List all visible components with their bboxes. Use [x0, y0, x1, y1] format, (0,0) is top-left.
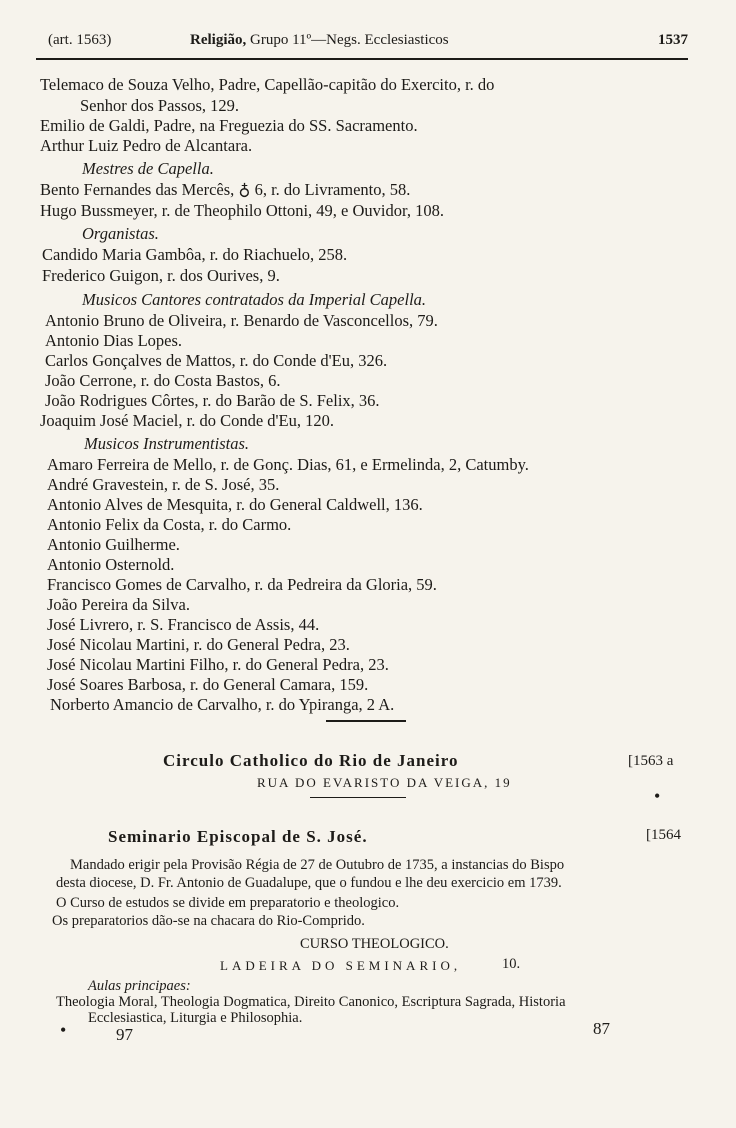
seminario-ref: [1564 [646, 827, 681, 843]
seminario-title: Seminario Episcopal de S. José. [108, 827, 368, 846]
list-item: Bento Fernandes das Mercês, ♁ 6, r. do Livramento, 58. [40, 180, 411, 199]
list-item: Joaquim José Maciel, r. do Conde d'Eu, 120. [40, 411, 334, 430]
list-item: Emilio de Galdi, Padre, na Freguezia do SS. Sacramento. [40, 116, 418, 135]
list-item: Candido Maria Gambôa, r. do Riachuelo, 258. [42, 245, 348, 264]
circulo-title: Circulo Catholico do Rio de Janeiro [163, 751, 459, 770]
section-heading-cantores: Musicos Cantores contratados da Imperial Capella. [82, 290, 427, 309]
aulas-heading: Aulas principaes: [88, 978, 191, 994]
header-title-rest: Grupo 11º—Negs. Ecclesiasticos [246, 32, 449, 48]
list-item: João Pereira da Silva. [47, 595, 190, 614]
article-ref: (art. 1563) [48, 32, 112, 48]
list-item: Frederico Guigon, r. dos Ourives, 9. [42, 266, 280, 285]
section-heading-instrumentistas: Musicos Instrumentistas. [84, 434, 249, 453]
bullet-mark: • [60, 1020, 67, 1040]
list-item: Antonio Bruno de Oliveira, r. Benardo de Vasconcellos, 79. [45, 311, 438, 330]
speck-mark: • [654, 786, 661, 806]
curso-heading: CURSO THEOLOGICO. [300, 936, 449, 952]
list-item: Hugo Bussmeyer, r. de Theophilo Ottoni, 49, e Ouvidor, 108. [40, 201, 444, 220]
aulas-list: Ecclesiastica, Liturgia e Philosophia. [88, 1010, 303, 1026]
list-item: Senhor dos Passos, 129. [80, 96, 240, 115]
list-item: Francisco Gomes de Carvalho, r. da Pedreira da Gloria, 59. [47, 575, 437, 594]
list-item: Telemaco de Souza Velho, Padre, Capellão-capitão do Exercito, r. do [40, 75, 495, 94]
list-item: Amaro Ferreira de Mello, r. de Gonç. Dias, 61, e Ermelinda, 2, Catumby. [47, 455, 529, 474]
list-item: Antonio Alves de Mesquita, r. do General Caldwell, 136. [47, 495, 423, 514]
list-item: José Nicolau Martini Filho, r. do General Pedra, 23. [47, 655, 389, 674]
circulo-ref: [1563 a [628, 753, 674, 769]
list-item: Arthur Luiz Pedro de Alcantara. [40, 136, 253, 155]
list-item: André Gravestein, r. de S. José, 35. [47, 475, 280, 494]
list-item: João Cerrone, r. do Costa Bastos, 6. [45, 371, 281, 390]
running-header [40, 30, 688, 50]
ladeira-number: 10. [502, 956, 521, 972]
circulo-divider [310, 797, 406, 798]
seminario-paragraph: Mandado erigir pela Provisão Régia de 27 de Outubro de 1735, a instancias do Bispo [70, 857, 565, 873]
seminario-paragraph: O Curso de estudos se divide em preparatorio e theologico. [56, 895, 400, 911]
list-item: Antonio Dias Lopes. [45, 331, 183, 350]
footer-number-left: 97 [116, 1025, 133, 1044]
header-title [190, 30, 449, 50]
header-title-bold: Religião, [190, 32, 247, 48]
section-heading-mestres: Mestres de Capella. [82, 159, 214, 178]
list-item: Antonio Osternold. [47, 555, 175, 574]
section-divider [326, 720, 406, 722]
header-rule [36, 58, 688, 60]
seminario-paragraph: desta diocese, D. Fr. Antonio de Guadalupe, que o fundou e lhe deu exercicio em 1739. [56, 875, 562, 891]
list-item: José Nicolau Martini, r. do General Pedra, 23. [47, 635, 350, 654]
aulas-list: Theologia Moral, Theologia Dogmatica, Direito Canonico, Escriptura Sagrada, Historia [56, 994, 566, 1010]
section-heading-organistas: Organistas. [82, 224, 159, 243]
list-item: João Rodrigues Côrtes, r. do Barão de S. Felix, 36. [45, 391, 380, 410]
list-item: Norberto Amancio de Carvalho, r. do Ypiranga, 2 A. [50, 695, 395, 714]
page-number: 1537 [658, 32, 688, 48]
footer-number-right: 87 [593, 1019, 610, 1038]
list-item: José Livrero, r. S. Francisco de Assis, 44. [47, 615, 320, 634]
ladeira-street: LADEIRA DO SEMINARIO, [220, 958, 462, 973]
list-item: Antonio Guilherme. [47, 535, 180, 554]
list-item: Antonio Felix da Costa, r. do Carmo. [47, 515, 292, 534]
circulo-address: RUA DO EVARISTO DA VEIGA, 19 [257, 775, 512, 790]
seminario-paragraph: Os preparatorios dão-se na chacara do Rio-Comprido. [52, 913, 365, 929]
list-item: José Soares Barbosa, r. do General Camara, 159. [47, 675, 369, 694]
list-item: Carlos Gonçalves de Mattos, r. do Conde d'Eu, 326. [45, 351, 388, 370]
